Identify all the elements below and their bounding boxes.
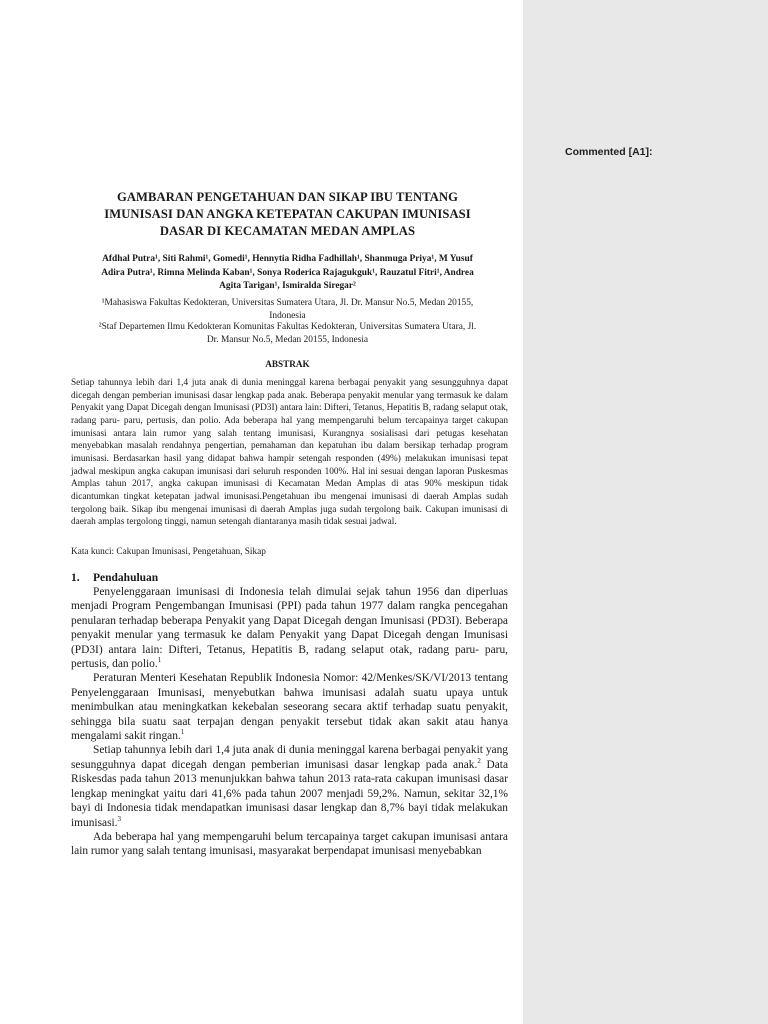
author-line: Afdhal Putra¹, Siti Rahmi¹, Gomedi¹, Hennytia Ridha Fadhillah¹, Shanmuga Priya¹, M Yusuf [102,254,473,264]
citation: 1 [157,656,162,665]
comment-label[interactable]: Commented [A1]: [565,146,653,158]
author-line: Adira Putra¹, Rimna Melinda Kaban¹, Sonya Roderica Rajagukguk¹, Rauzatul Fitri¹, Andrea [101,267,474,278]
section-number: 1. [71,572,80,584]
paper-title [66,189,509,240]
affiliation-2 [66,321,509,346]
abstract-text: Setiap tahunnya lebih dari 1,4 juta anak di dunia meninggal karena berbagai penyakit yang sesungguhnya dapat dicegah dengan pemberian imunisasi dasar lengkap pada anak. Beberapa penyakit menular yang termasuk ke dalam Penyakit yang Dapat Dicegah dengan Imunisasi (PD3I) antara lain: Difteri, Tetanus, Hepatitis B, radang selaput otak, radang paru- paru, pertusis, dan polio. Ada beberapa hal yang mempengaruhi belum tercapainya target cakupan imunisasi antara lain rumor yang salah tentang imunisasi, Kurangnya sosialisasi dari petugas kesehatan menyebabkan masalah rendahnya pengertian, pemahaman dan kepatuhan ibu dalam bersikap terhadap program imunisasi. Berdasarkan hasil yang didapat bahwa hampir setengah responden (49%) melakukan imunisasi tepat jadwal meskipun angka cakupan imunisasi dari seluruh responden 100%. Hal ini sesuai dengan laporan Puskesmas Amplas tahun 2017, angka cakupan imunisasi di Kecamatan Medan Amplas di atas 90% meskipun tidak dicantumkan tingkat ketepatan jadwal imunisasi.Pengetahuan ibu mengenai imunisasi di daerah Amplas sudah tergolong baik. Sikap ibu mengenai imunisasi di daerah Amplas juga sudah tergolong baik. Cakupan imunisasi di daerah amplas tergolong tinggi, namun setengah diantaranya masih tidak sesuai jadwal. [71,378,508,528]
citation: 1 [180,728,185,737]
section-title: Pendahuluan [93,572,159,584]
paragraph [71,743,508,829]
paragraph [71,585,508,671]
paragraph [71,830,508,859]
affiliation-line: Dr. Mansur No.5, Medan 20155, Indonesia [206,334,369,345]
paragraph-text: Ada beberapa hal yang mempengaruhi belum tercapainya target cakupan imunisasi antara lain rumor yang salah tentang imunisasi, masyarakat berpendapat imunisasi menyebabkan [71,830,508,858]
citation: 2 [477,757,481,766]
citation: 3 [117,814,122,823]
title-line: DASAR DI KECAMATAN MEDAN AMPLAS [159,224,416,238]
title-line: IMUNISASI DAN ANGKA KETEPATAN CAKUPAN IMUNISASI [104,207,471,221]
author-list [66,253,509,294]
paragraph [71,671,508,743]
affiliation-1 [66,297,509,322]
paragraph-text: Data Riskesdas pada tahun 2013 menunjukkan bahwa tahun 2013 rata-rata cakupan imunisasi dasar lengkap meningkat yaitu dari 41,6% pada tahun 2007 menjadi 59,2%. Namun, sekitar 32,1% bayi di Indonesia tidak mendapatkan imunisasi dasar lengkap dan 8,7% bayi tidak melakukan imunisasi. [71,758,508,829]
paragraph-text: Setiap tahunnya lebih dari 1,4 juta anak di dunia meninggal karena berbagai penyakit yang sesungguhnya dapat dicegah dengan pemberian imunisasi dasar lengkap pada anak. [71,744,508,771]
affiliation-line: ²Staf Departemen Ilmu Kedokteran Komunitas Fakultas Kedokteran, Universitas Sumatera Utara, Jl. [98,322,477,332]
affiliation-line: ¹Mahasiswa Fakultas Kedokteran, Universitas Sumatera Utara, Jl. Dr. Mansur No.5, Medan 20155, [101,298,474,308]
section-body [71,585,508,859]
title-line: GAMBARAN PENGETAHUAN DAN SIKAP IBU TENTANG [116,190,459,204]
abstract-heading: ABSTRAK [265,359,310,369]
paragraph-text: Peraturan Menteri Kesehatan Republik Indonesia Nomor: 42/Menkes/SK/VI/2013 tentang Penyelenggaraan Imunisasi, menyebutkan bahwa imunisasi adalah suatu upaya untuk menimbulkan atau meningkatkan kekebalan seseorang secara aktif terhadap suatu penyakit, sehingga bila suatu saat terpajan dengan penyakit tersebut tidak akan sakit atau hanya mengalami sakit ringan. [71,672,508,743]
author-line: Agita Tarigan¹, Ismiralda Siregar² [219,281,356,292]
keywords: Kata kunci: Cakupan Imunisasi, Pengetahuan, Sikap [71,547,266,557]
paragraph-text: Penyelenggaraan imunisasi di Indonesia telah dimulai sejak tahun 1956 dan diperluas menjadi Program Pengembangan Imunisasi (PPI) pada tahun 1977 dalam rangka pencegahan penularan terhadap beberapa Penyakit yang Dapat Dicegah dengan Imunisasi (PD3I). Beberapa penyakit menular yang termasuk ke dalam Penyakit yang Dapat Dicegah dengan Imunisasi (PD3I) antara lain: Difteri, Tetanus, Hepatitis B, radang selaput otak, radang paru- paru, pertusis, dan polio. [71,586,508,671]
affiliation-line: Indonesia [269,310,306,321]
section-heading [71,572,158,584]
